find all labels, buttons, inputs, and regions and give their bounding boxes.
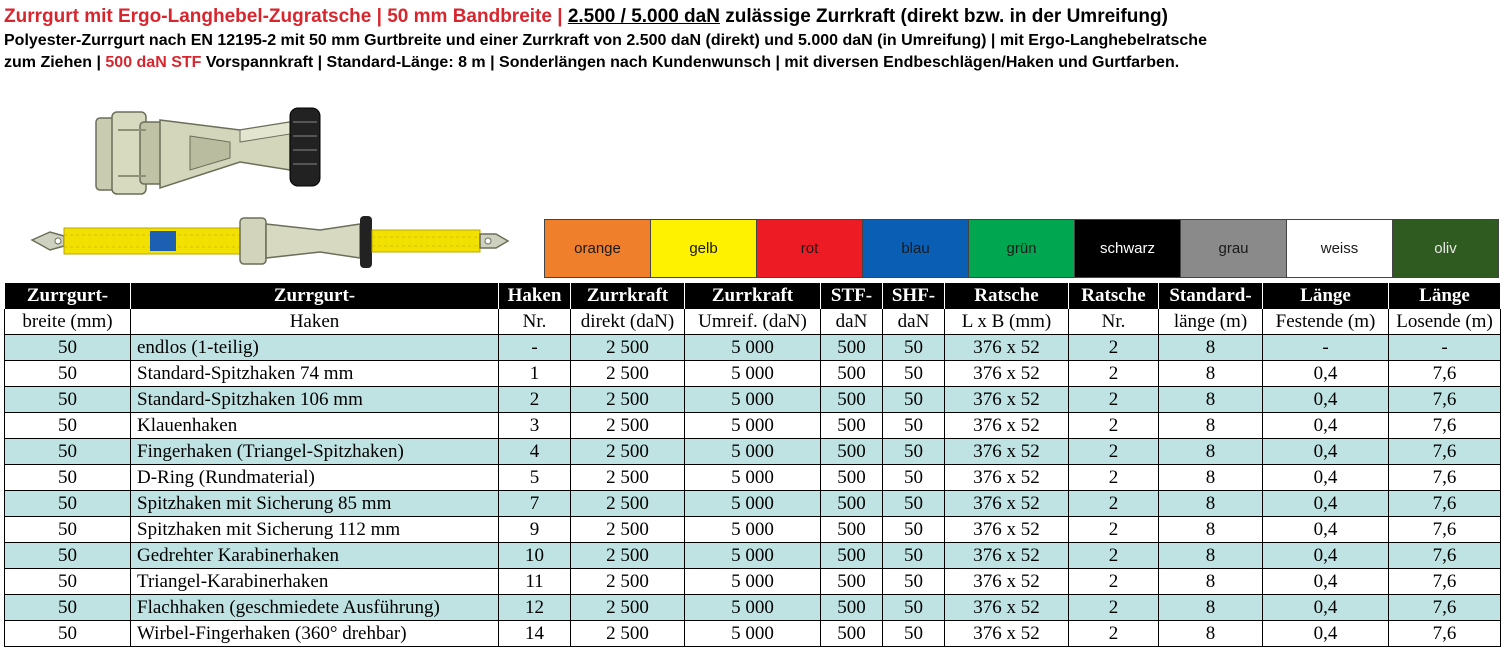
table-cell: 50 xyxy=(5,569,131,595)
desc-part-a: zum Ziehen | xyxy=(4,54,101,71)
table-cell: 4 xyxy=(499,439,571,465)
table-cell: Festende (m) xyxy=(1263,309,1389,335)
table-cell: 2 500 xyxy=(571,621,685,647)
table-cell: 500 xyxy=(821,621,883,647)
table-cell: 0,4 xyxy=(1263,569,1389,595)
table-row xyxy=(5,543,1501,569)
table-cell: 2 xyxy=(1069,439,1159,465)
table-cell: daN xyxy=(821,309,883,335)
table-cell: 0,4 xyxy=(1263,543,1389,569)
table-cell: Haken xyxy=(499,283,571,309)
table-cell: Haken xyxy=(131,309,499,335)
ratchet-closeup-image xyxy=(90,100,360,212)
table-cell: Fingerhaken (Triangel-Spitzhaken) xyxy=(131,439,499,465)
table-cell: daN xyxy=(883,309,945,335)
table-cell: SHF- xyxy=(883,283,945,309)
table-cell: 0,4 xyxy=(1263,439,1389,465)
table-cell: 0,4 xyxy=(1263,491,1389,517)
table-cell: 376 x 52 xyxy=(945,439,1069,465)
color-swatch-gelb: gelb xyxy=(651,220,757,277)
table-row xyxy=(5,621,1501,647)
table-cell: 500 xyxy=(821,595,883,621)
table-cell: Ratsche xyxy=(1069,283,1159,309)
table-cell: 7,6 xyxy=(1389,595,1501,621)
table-cell: 2 xyxy=(1069,595,1159,621)
table-cell: L x B (mm) xyxy=(945,309,1069,335)
table-cell: 8 xyxy=(1159,387,1263,413)
table-cell: 2 500 xyxy=(571,439,685,465)
table-cell: 50 xyxy=(883,335,945,361)
table-cell: 50 xyxy=(5,517,131,543)
table-cell: Spitzhaken mit Sicherung 112 mm xyxy=(131,517,499,543)
table-cell: Zurrgurt- xyxy=(131,283,499,309)
table-cell: 5 xyxy=(499,465,571,491)
table-cell: 8 xyxy=(1159,335,1263,361)
table-cell: Zurrgurt- xyxy=(5,283,131,309)
table-cell: 500 xyxy=(821,361,883,387)
table-cell: 500 xyxy=(821,543,883,569)
table-cell: 5 000 xyxy=(685,465,821,491)
table-cell: 376 x 52 xyxy=(945,543,1069,569)
table-cell: 5 000 xyxy=(685,491,821,517)
spec-table xyxy=(4,282,1501,647)
title-product: Zurrgurt mit Ergo-Langhebel-Zugratsche | 50 mm Bandbreite | xyxy=(4,6,563,27)
table-cell: 7,6 xyxy=(1389,465,1501,491)
table-cell: Triangel-Karabinerhaken xyxy=(131,569,499,595)
table-cell: 2 500 xyxy=(571,413,685,439)
table-cell: 0,4 xyxy=(1263,517,1389,543)
table-cell: 50 xyxy=(883,439,945,465)
table-row xyxy=(5,465,1501,491)
table-cell: 7,6 xyxy=(1389,413,1501,439)
table-cell: 376 x 52 xyxy=(945,595,1069,621)
table-cell: Umreif. (daN) xyxy=(685,309,821,335)
table-cell: 0,4 xyxy=(1263,621,1389,647)
table-cell: 500 xyxy=(821,335,883,361)
table-cell: - xyxy=(1389,335,1501,361)
table-row xyxy=(5,439,1501,465)
table-cell: 7,6 xyxy=(1389,621,1501,647)
table-cell: direkt (daN) xyxy=(571,309,685,335)
table-cell: 50 xyxy=(5,413,131,439)
table-cell: Standard-Spitzhaken 74 mm xyxy=(131,361,499,387)
table-cell: 5 000 xyxy=(685,569,821,595)
table-cell: 5 000 xyxy=(685,387,821,413)
table-cell: 5 000 xyxy=(685,595,821,621)
color-swatch-schwarz: schwarz xyxy=(1075,220,1181,277)
table-cell: 50 xyxy=(5,595,131,621)
table-cell: 7,6 xyxy=(1389,543,1501,569)
table-cell: 2 xyxy=(1069,335,1159,361)
description-line-2 xyxy=(4,52,1502,74)
table-cell: 50 xyxy=(5,621,131,647)
table-cell: 500 xyxy=(821,413,883,439)
color-swatch-oliv: oliv xyxy=(1393,220,1498,277)
table-cell: 50 xyxy=(883,621,945,647)
table-cell: Nr. xyxy=(1069,309,1159,335)
table-cell: 0,4 xyxy=(1263,595,1389,621)
table-cell: 7,6 xyxy=(1389,491,1501,517)
table-cell: 50 xyxy=(5,361,131,387)
table-cell: Losende (m) xyxy=(1389,309,1501,335)
table-cell: 376 x 52 xyxy=(945,465,1069,491)
table-cell: 8 xyxy=(1159,517,1263,543)
table-cell: 50 xyxy=(883,543,945,569)
table-cell: 8 xyxy=(1159,413,1263,439)
table-cell: 8 xyxy=(1159,595,1263,621)
table-cell: 5 000 xyxy=(685,413,821,439)
table-cell: 2 xyxy=(1069,569,1159,595)
table-cell: 2 500 xyxy=(571,595,685,621)
table-cell: - xyxy=(1263,335,1389,361)
table-cell: 500 xyxy=(821,387,883,413)
table-cell: 50 xyxy=(883,387,945,413)
table-cell: 376 x 52 xyxy=(945,361,1069,387)
table-row xyxy=(5,413,1501,439)
table-cell: 7,6 xyxy=(1389,439,1501,465)
desc-stf: 500 daN STF xyxy=(105,54,202,71)
table-cell: länge (m) xyxy=(1159,309,1263,335)
table-cell: Spitzhaken mit Sicherung 85 mm xyxy=(131,491,499,517)
table-cell: Klauenhaken xyxy=(131,413,499,439)
table-cell: 1 xyxy=(499,361,571,387)
table-cell: 2 xyxy=(499,387,571,413)
table-row xyxy=(5,517,1501,543)
table-cell: 5 000 xyxy=(685,621,821,647)
table-cell: Ratsche xyxy=(945,283,1069,309)
table-header-row xyxy=(5,283,1501,309)
table-cell: 2 500 xyxy=(571,387,685,413)
table-cell: Flachhaken (geschmiedete Ausführung) xyxy=(131,595,499,621)
table-cell: endlos (1-teilig) xyxy=(131,335,499,361)
table-cell: 0,4 xyxy=(1263,361,1389,387)
table-cell: 376 x 52 xyxy=(945,517,1069,543)
table-cell: 50 xyxy=(883,569,945,595)
table-cell: Wirbel-Fingerhaken (360° drehbar) xyxy=(131,621,499,647)
table-cell: 7,6 xyxy=(1389,517,1501,543)
table-cell: 8 xyxy=(1159,621,1263,647)
table-cell: 50 xyxy=(5,335,131,361)
table-cell: 376 x 52 xyxy=(945,569,1069,595)
title-suffix: zulässige Zurrkraft (direkt bzw. in der Umreifung) xyxy=(725,6,1168,27)
table-row xyxy=(5,361,1501,387)
table-cell: 5 000 xyxy=(685,361,821,387)
table-cell: 0,4 xyxy=(1263,387,1389,413)
table-cell: 2 xyxy=(1069,413,1159,439)
table-row xyxy=(5,569,1501,595)
table-row xyxy=(5,595,1501,621)
table-cell: 500 xyxy=(821,439,883,465)
table-cell: Länge xyxy=(1389,283,1501,309)
table-cell: 7,6 xyxy=(1389,361,1501,387)
table-cell: 7,6 xyxy=(1389,569,1501,595)
table-cell: 50 xyxy=(883,517,945,543)
table-cell: 8 xyxy=(1159,543,1263,569)
table-cell: 50 xyxy=(5,439,131,465)
description-line-1: Polyester-Zurrgurt nach EN 12195-2 mit 50 mm Gurtbreite und einer Zurrkraft von 2.500 daN (direkt) und 5.000 daN (in Umreifung) | mit Ergo-Langhebelratsche xyxy=(4,32,1207,49)
table-cell: - xyxy=(499,335,571,361)
table-cell: 50 xyxy=(883,465,945,491)
table-cell: 9 xyxy=(499,517,571,543)
table-cell: 50 xyxy=(5,543,131,569)
color-swatch-blau: blau xyxy=(863,220,969,277)
table-cell: 2 xyxy=(1069,465,1159,491)
table-cell: 2 xyxy=(1069,361,1159,387)
table-cell: 8 xyxy=(1159,465,1263,491)
table-cell: 500 xyxy=(821,491,883,517)
table-cell: 11 xyxy=(499,569,571,595)
table-cell: breite (mm) xyxy=(5,309,131,335)
table-cell: Nr. xyxy=(499,309,571,335)
table-cell: 2 500 xyxy=(571,517,685,543)
color-swatch-grün: grün xyxy=(969,220,1075,277)
table-cell: 2 xyxy=(1069,621,1159,647)
table-cell: 2 xyxy=(1069,517,1159,543)
table-cell: 500 xyxy=(821,517,883,543)
table-cell: D-Ring (Rundmaterial) xyxy=(131,465,499,491)
table-cell: 2 500 xyxy=(571,569,685,595)
table-cell: 500 xyxy=(821,465,883,491)
table-cell: 8 xyxy=(1159,439,1263,465)
table-cell: Gedrehter Karabinerhaken xyxy=(131,543,499,569)
table-cell: 3 xyxy=(499,413,571,439)
table-cell: 8 xyxy=(1159,491,1263,517)
table-cell: Länge xyxy=(1263,283,1389,309)
color-swatch-grau: grau xyxy=(1181,220,1287,277)
table-cell: 14 xyxy=(499,621,571,647)
table-cell: 10 xyxy=(499,543,571,569)
table-cell: 50 xyxy=(883,491,945,517)
table-cell: 2 xyxy=(1069,543,1159,569)
table-cell: 5 000 xyxy=(685,517,821,543)
table-cell: 0,4 xyxy=(1263,465,1389,491)
color-swatch-orange: orange xyxy=(545,220,651,277)
table-cell: 2 500 xyxy=(571,465,685,491)
table-cell: 376 x 52 xyxy=(945,621,1069,647)
table-cell: 5 000 xyxy=(685,335,821,361)
color-swatch-weiss: weiss xyxy=(1287,220,1393,277)
table-cell: 8 xyxy=(1159,569,1263,595)
table-cell: 2 500 xyxy=(571,543,685,569)
table-row xyxy=(5,387,1501,413)
table-cell: Zurrkraft xyxy=(571,283,685,309)
table-cell: 500 xyxy=(821,569,883,595)
table-row xyxy=(5,491,1501,517)
table-cell: 376 x 52 xyxy=(945,413,1069,439)
table-cell: 50 xyxy=(5,387,131,413)
table-cell: 2 500 xyxy=(571,361,685,387)
table-cell: 8 xyxy=(1159,361,1263,387)
table-cell: 50 xyxy=(883,595,945,621)
table-cell: 7 xyxy=(499,491,571,517)
table-cell: 50 xyxy=(5,465,131,491)
table-cell: Standard-Spitzhaken 106 mm xyxy=(131,387,499,413)
color-swatches xyxy=(544,219,1499,278)
table-cell: 2 xyxy=(1069,387,1159,413)
color-swatch-rot: rot xyxy=(757,220,863,277)
table-cell: 376 x 52 xyxy=(945,335,1069,361)
table-cell: 376 x 52 xyxy=(945,491,1069,517)
table-cell: 5 000 xyxy=(685,543,821,569)
table-row xyxy=(5,335,1501,361)
table-cell: 5 000 xyxy=(685,439,821,465)
table-cell: 50 xyxy=(5,491,131,517)
strap-image xyxy=(30,206,510,276)
table-cell: 2 500 xyxy=(571,491,685,517)
table-cell: Zurrkraft xyxy=(685,283,821,309)
table-cell: 2 xyxy=(1069,491,1159,517)
page-title xyxy=(4,4,1502,30)
table-cell: 50 xyxy=(883,413,945,439)
table-cell: 12 xyxy=(499,595,571,621)
table-cell: 50 xyxy=(883,361,945,387)
title-force: 2.500 / 5.000 daN xyxy=(567,6,720,27)
header xyxy=(4,4,1502,74)
table-subheader-row xyxy=(5,309,1501,335)
table-cell: STF- xyxy=(821,283,883,309)
table-cell: 376 x 52 xyxy=(945,387,1069,413)
desc-part-c: Vorspannkraft | Standard-Länge: 8 m | Sonderlängen nach Kundenwunsch | mit diversen Endbeschlägen/Haken und Gurtfarben. xyxy=(205,54,1180,71)
table-cell: 2 500 xyxy=(571,335,685,361)
table-cell: 0,4 xyxy=(1263,413,1389,439)
table-cell: 7,6 xyxy=(1389,387,1501,413)
table-cell: Standard- xyxy=(1159,283,1263,309)
